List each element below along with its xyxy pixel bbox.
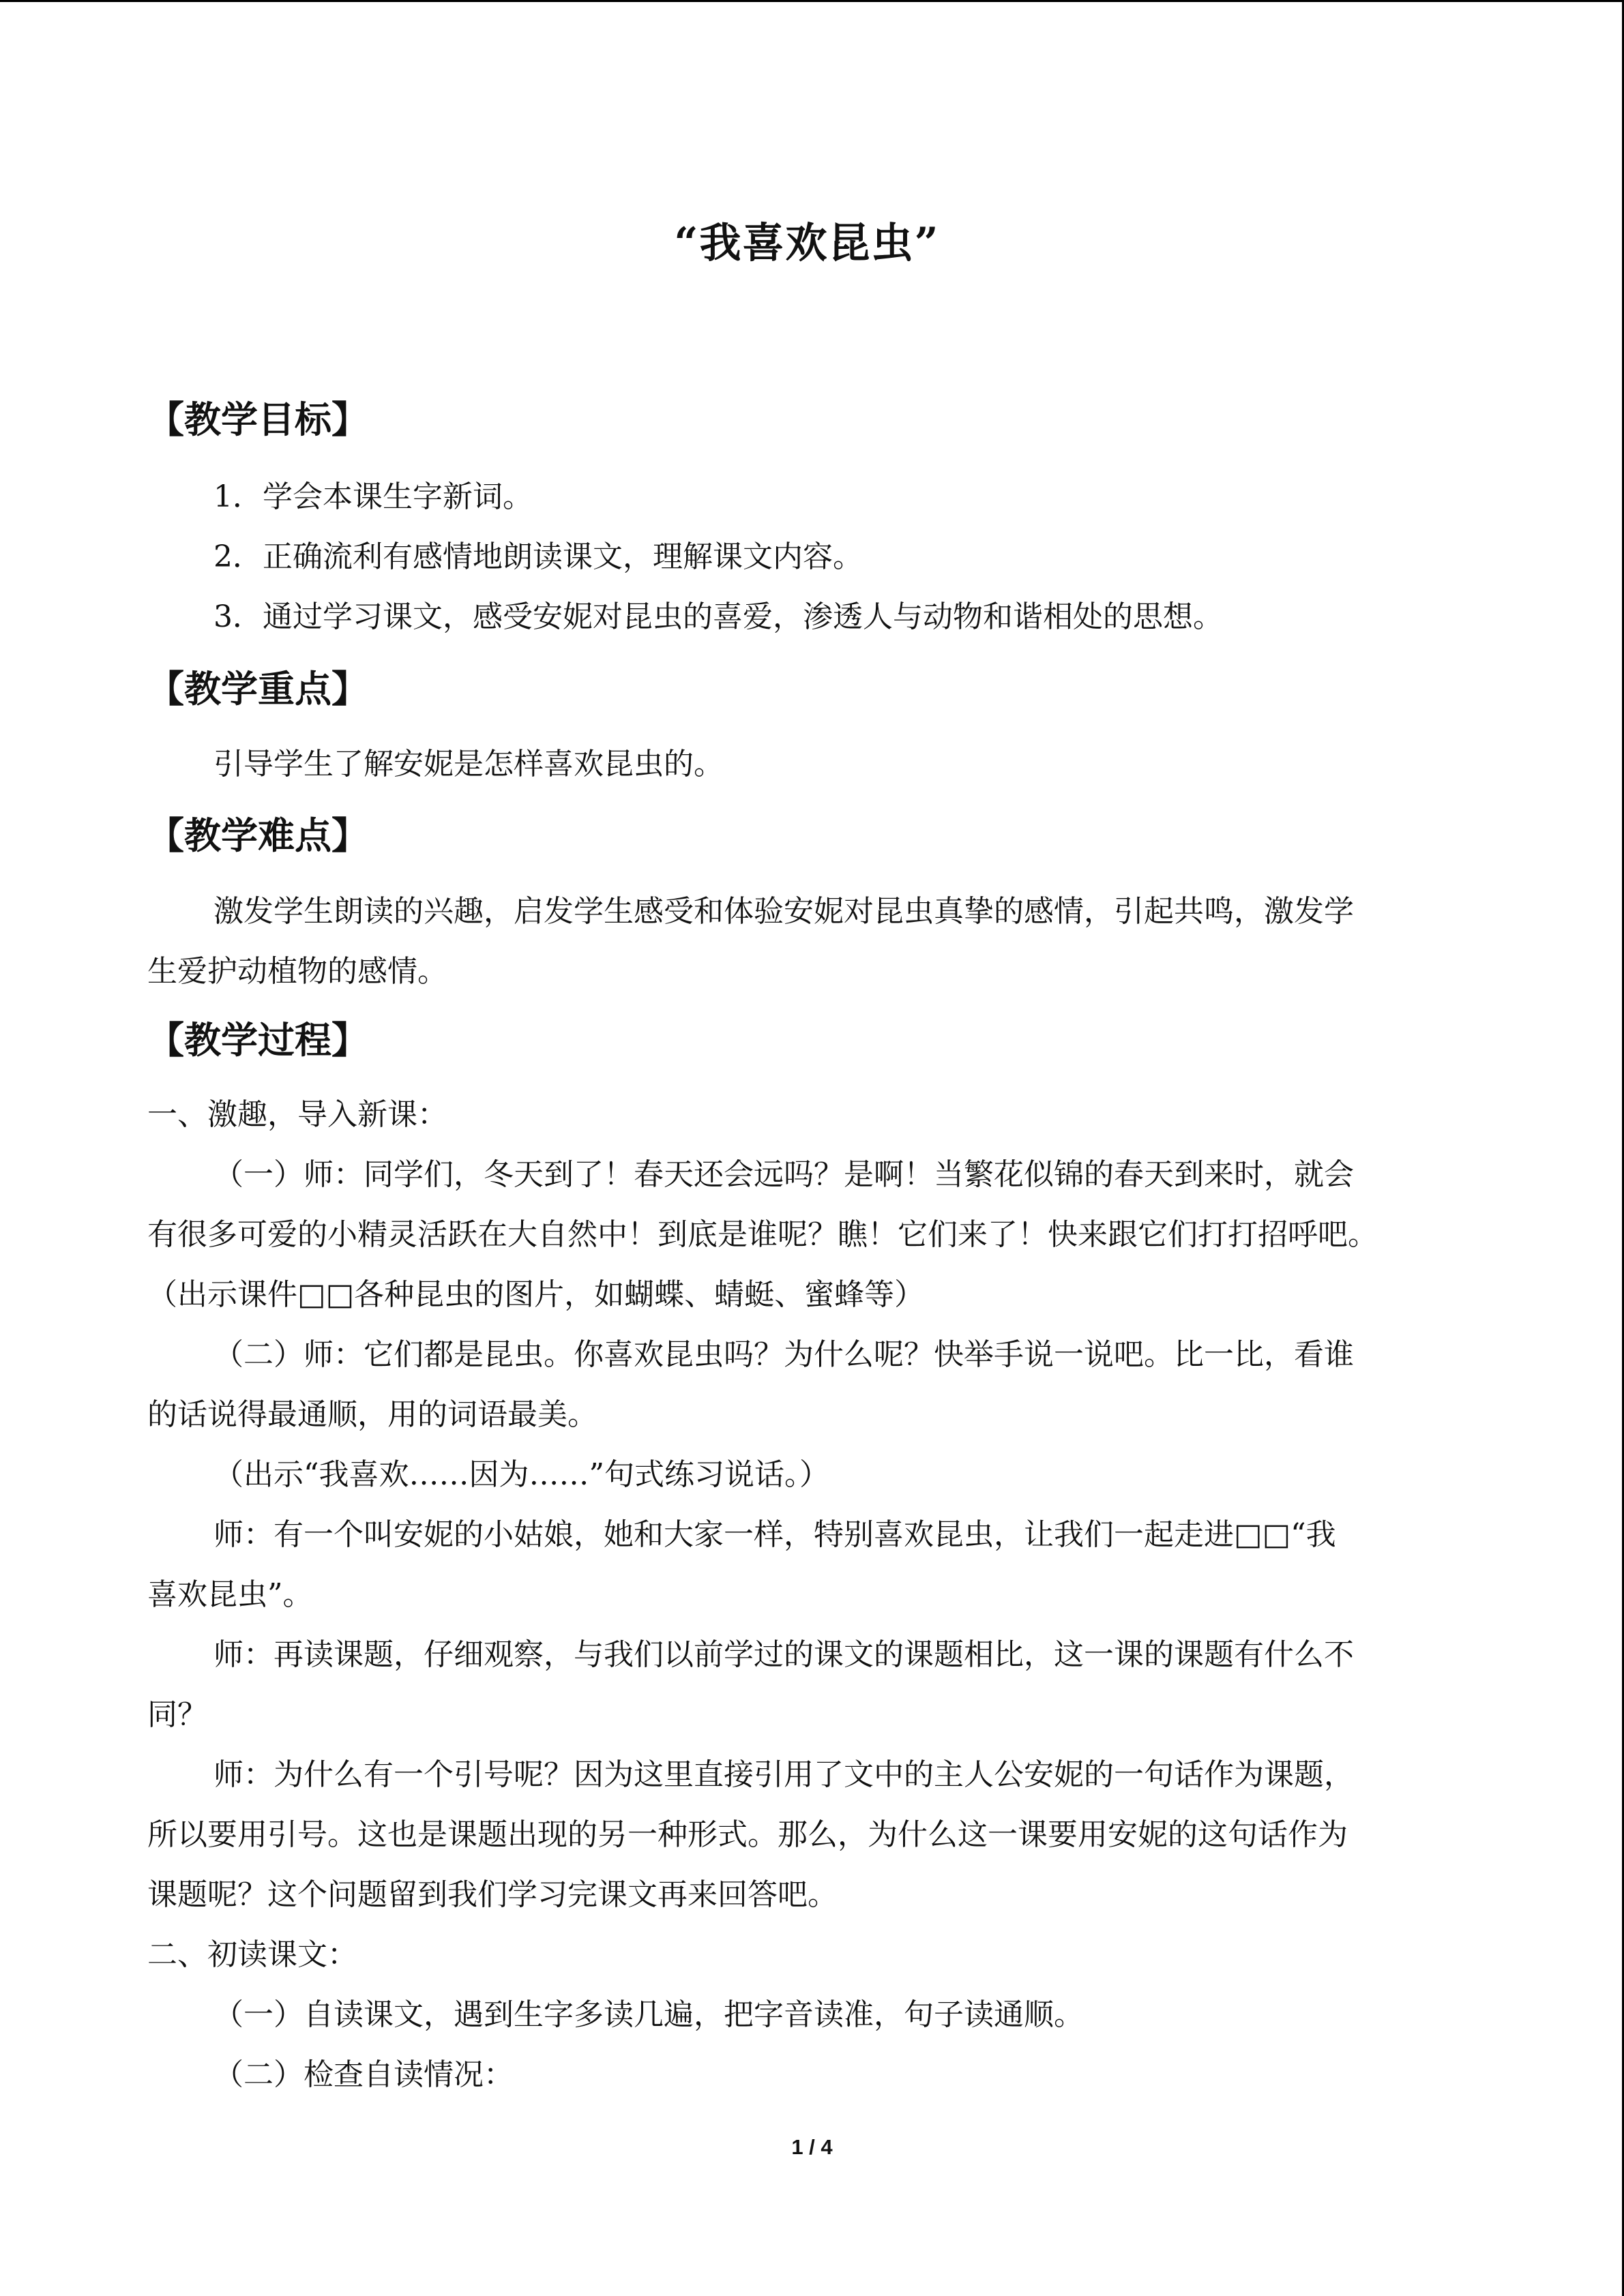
process-paragraph-1-line-1: （一）师：同学们，冬天到了！春天还会远吗？是啊！当繁花似锦的春天到来时，就会: [213, 1157, 1354, 1192]
heading-difficulties: 【教学难点】: [147, 814, 368, 857]
process-step-2-item-2: （二）检查自读情况：: [213, 2057, 514, 2092]
process-paragraph-4-line-2: 喜欢昆虫”。: [147, 1577, 313, 1612]
process-paragraph-6-line-3: 课题呢？这个问题留到我们学习完课文再来回答吧。: [147, 1877, 838, 1912]
process-paragraph-1-line-2: 有很多可爱的小精灵活跃在大自然中！到底是谁呢？瞧！它们来了！快来跟它们打打招呼吧。: [147, 1217, 1378, 1252]
process-step-2-item-1: （一）自读课文，遇到生字多读几遍，把字音读准，句子读通顺。: [213, 1997, 1084, 2032]
heading-objectives: 【教学目标】: [147, 398, 368, 441]
objective-item-1: 1．学会本课生字新词。: [213, 479, 533, 514]
heading-key-points: 【教学重点】: [147, 667, 368, 711]
process-paragraph-6-line-2: 所以要用引号。这也是课题出现的另一种形式。那么，为什么这一课要用安妮的这句话作为: [147, 1817, 1348, 1852]
process-paragraph-4-line-1: 师：有一个叫安妮的小姑娘，她和大家一样，特别喜欢昆虫，让我们一起走进□□“我: [213, 1517, 1336, 1552]
process-paragraph-5-line-1: 师：再读课题，仔细观察，与我们以前学过的课文的课题相比，这一课的课题有什么不: [213, 1637, 1354, 1672]
process-paragraph-3: （出示“我喜欢……因为……”句式练习说话。）: [213, 1457, 829, 1492]
objective-item-3: 3．通过学习课文，感受安妮对昆虫的喜爱，渗透人与动物和谐相处的思想。: [213, 599, 1223, 634]
process-paragraph-6-line-1: 师：为什么有一个引号呢？因为这里直接引用了文中的主人公安妮的一句话作为课题，: [213, 1757, 1354, 1792]
objective-item-2: 2．正确流利有感情地朗读课文，理解课文内容。: [213, 539, 863, 574]
process-paragraph-5-line-2: 同？: [147, 1697, 207, 1732]
page-number: 1 / 4: [791, 2135, 833, 2159]
document-title: “我喜欢昆虫”: [674, 219, 940, 267]
process-step-2-title: 二、初读课文：: [147, 1937, 357, 1972]
process-paragraph-1-line-3: （出示课件□□各种昆虫的图片，如蝴蝶、蜻蜓、蜜蜂等）: [147, 1277, 925, 1312]
process-step-1-title: 一、激趣，导入新课：: [147, 1097, 447, 1132]
process-paragraph-2-line-2: 的话说得最通顺，用的词语最美。: [147, 1397, 597, 1432]
heading-process: 【教学过程】: [147, 1018, 368, 1062]
process-paragraph-2-line-1: （二）师：它们都是昆虫。你喜欢昆虫吗？为什么呢？快举手说一说吧。比一比，看谁: [213, 1337, 1354, 1372]
key-points-text: 引导学生了解安妮是怎样喜欢昆虫的。: [213, 747, 724, 781]
difficulties-text-line-2: 生爱护动植物的感情。: [147, 954, 447, 989]
difficulties-text-line-1: 激发学生朗读的兴趣，启发学生感受和体验安妮对昆虫真挚的感情，引起共鸣，激发学: [213, 894, 1354, 929]
